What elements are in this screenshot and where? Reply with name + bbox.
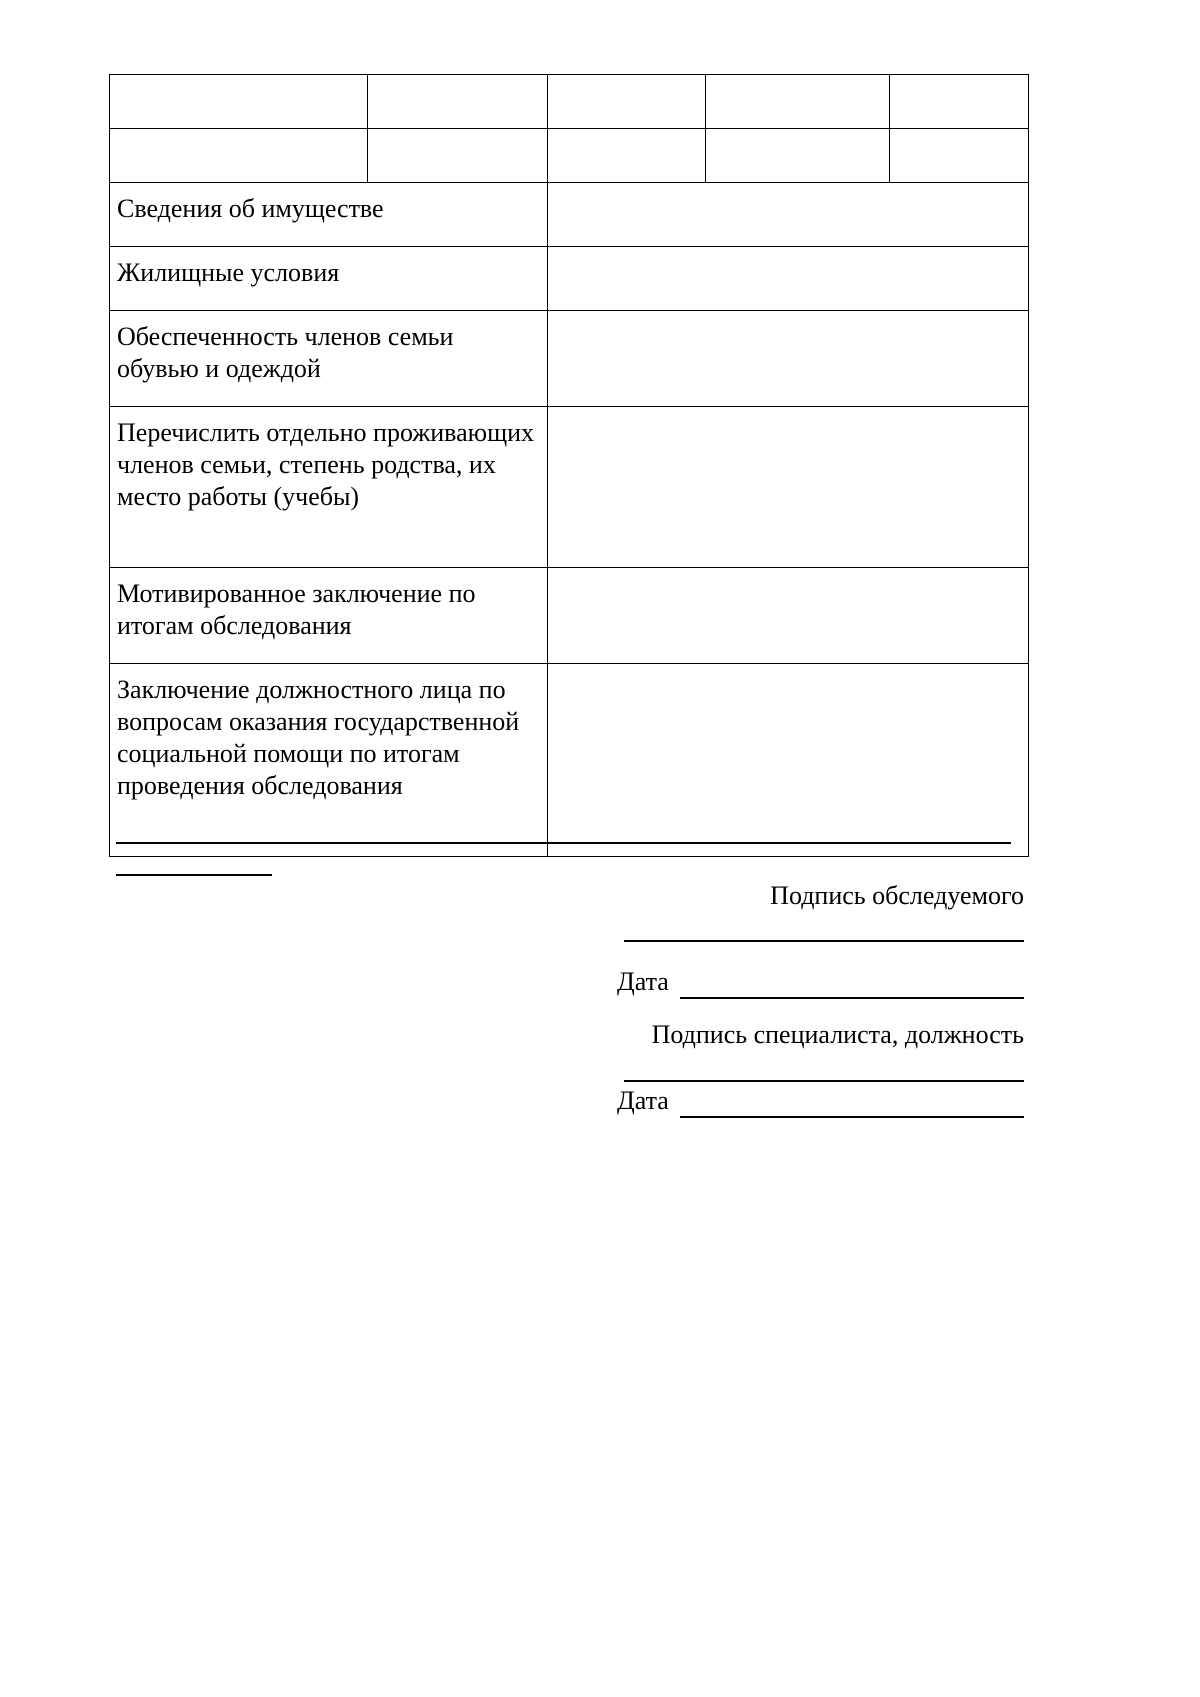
date-label-examinee: Дата bbox=[617, 967, 669, 996]
specialist-signature-line[interactable] bbox=[624, 1080, 1024, 1082]
table-cell[interactable] bbox=[368, 75, 548, 129]
row-label-clothing: Обеспеченность членов семьи обувью и одеждой bbox=[110, 311, 548, 407]
notes-line[interactable] bbox=[116, 842, 1011, 844]
specialist-signature-label: Подпись специалиста, должность bbox=[651, 1020, 1024, 1049]
value-cell-housing[interactable] bbox=[548, 247, 1029, 311]
table-cell[interactable] bbox=[548, 75, 706, 129]
value-cell-clothing[interactable] bbox=[548, 311, 1029, 407]
date-label-specialist: Дата bbox=[617, 1086, 669, 1115]
value-cell-official-conclusion[interactable] bbox=[548, 664, 1029, 857]
table-cell[interactable] bbox=[706, 129, 890, 183]
table-row bbox=[110, 75, 1029, 129]
examinee-signature-label: Подпись обследуемого bbox=[770, 881, 1024, 910]
survey-form-table bbox=[109, 74, 1029, 857]
table-row bbox=[110, 247, 1029, 311]
table-cell[interactable] bbox=[890, 75, 1029, 129]
row-label-property: Сведения об имуществе bbox=[110, 183, 548, 247]
value-cell-separate-members[interactable] bbox=[548, 407, 1029, 568]
table-cell[interactable] bbox=[890, 129, 1029, 183]
date-line-examinee[interactable] bbox=[680, 997, 1024, 999]
table-cell[interactable] bbox=[548, 129, 706, 183]
table-row bbox=[110, 407, 1029, 568]
value-cell-conclusion[interactable] bbox=[548, 568, 1029, 664]
table-cell[interactable] bbox=[110, 75, 368, 129]
table-row bbox=[110, 129, 1029, 183]
value-cell-property[interactable] bbox=[548, 183, 1029, 247]
table-row bbox=[110, 568, 1029, 664]
date-line-specialist[interactable] bbox=[680, 1116, 1024, 1118]
row-label-housing: Жилищные условия bbox=[110, 247, 548, 311]
examinee-signature-line[interactable] bbox=[624, 940, 1024, 942]
table-cell[interactable] bbox=[110, 129, 368, 183]
row-label-separate-members: Перечислить отдельно проживающих членов семьи, степень родства, их место работы (учебы) bbox=[110, 407, 548, 568]
table-row bbox=[110, 664, 1029, 857]
row-label-official-conclusion: Заключение должностного лица по вопросам оказания государственной социальной помощи по итогам проведения обследования bbox=[110, 664, 548, 857]
table-cell[interactable] bbox=[368, 129, 548, 183]
table-cell[interactable] bbox=[706, 75, 890, 129]
notes-line-short[interactable] bbox=[116, 874, 272, 876]
table-row bbox=[110, 311, 1029, 407]
table-row bbox=[110, 183, 1029, 247]
row-label-conclusion: Мотивированное заключение по итогам обследования bbox=[110, 568, 548, 664]
